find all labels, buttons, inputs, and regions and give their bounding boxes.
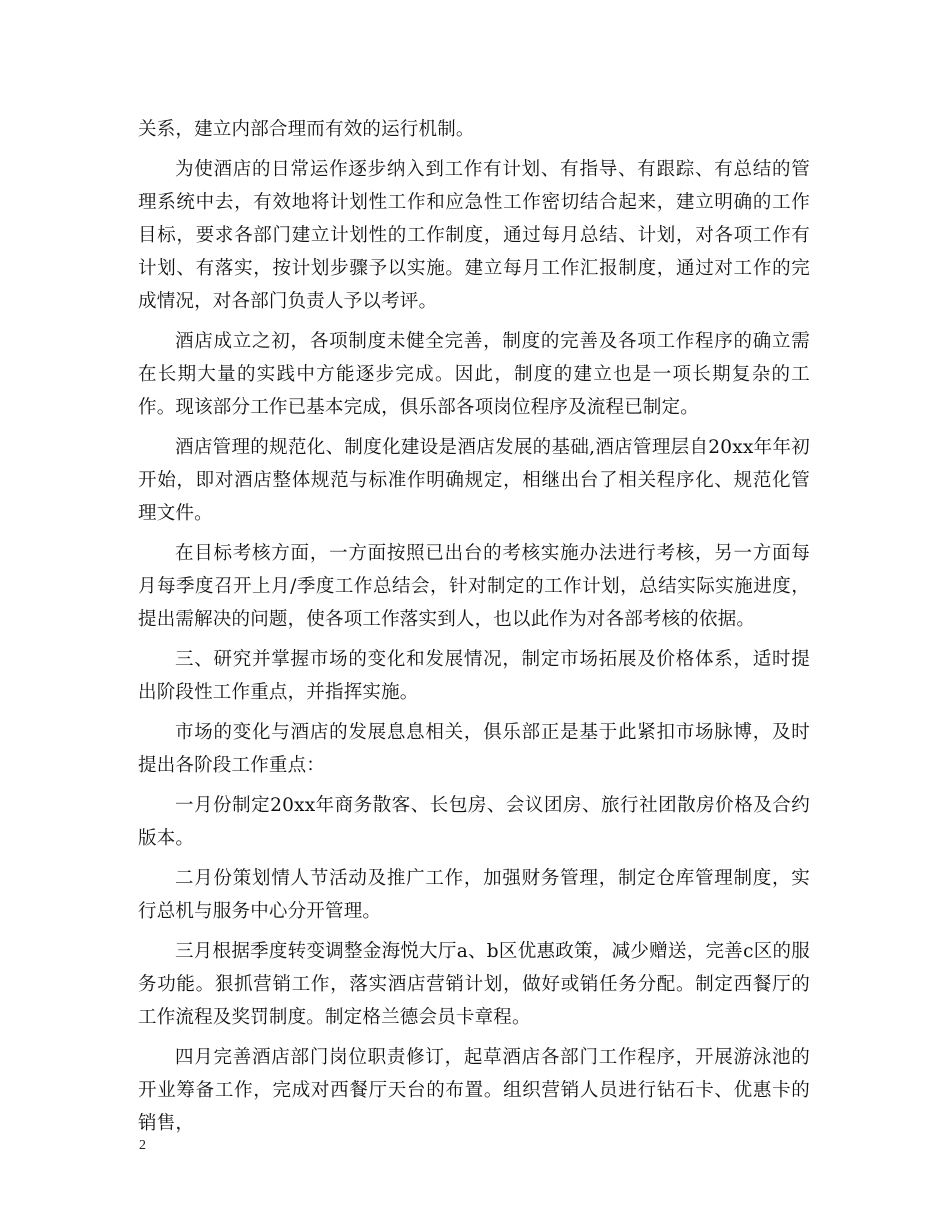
section-heading-paragraph: 三、研究并掌握市场的变化和发展情况，制定市场拓展及价格体系，适时提出阶段性工作重点，并指挥实施。 [138,649,810,703]
paragraph: 酒店管理的规范化、制度化建设是酒店发展的基础,酒店管理层自20xx年年初开始，即对酒店整体规范与标准作明确规定，相继出台了相关程序化、规范化管理文件。 [138,437,810,524]
body-text [138,113,810,1147]
paragraph: 一月份制定20xx年商务散客、长包房、会议团房、旅行社团散房价格及合约版本。 [138,795,810,849]
paragraph: 二月份策划情人节活动及推广工作，加强财务管理，制定仓库管理制度，实行总机与服务中心分开管理。 [138,868,810,922]
paragraph: 四月完善酒店部门岗位职责修订，起草酒店各部门工作程序，开展游泳池的开业筹备工作，完成对西餐厅天台的布置。组织营销人员进行钻石卡、优惠卡的销售， [138,1047,810,1134]
paragraph: 酒店成立之初，各项制度未健全完善，制度的完善及各项工作程序的确立需在长期大量的实践中方能逐步完成。因此，制度的建立也是一项长期复杂的工作。现该部分工作已基本完成，俱乐部各项岗位程序及流程已制定。 [138,331,810,418]
paragraph: 三月根据季度转变调整金海悦大厅a、b区优惠政策，减少赠送，完善c区的服务功能。狠抓营销工作，落实酒店营销计划，做好或销任务分配。制定西餐厅的工作流程及奖罚制度。制定格兰德会员卡章程。 [138,941,810,1028]
page-number: 2 [139,1138,146,1153]
paragraph: 为使酒店的日常运作逐步纳入到工作有计划、有指导、有跟踪、有总结的管理系统中去，有效地将计划性工作和应急性工作密切结合起来，建立明确的工作目标，要求各部门建立计划性的工作制度，通过每月总结、计划，对各项工作有计划、有落实，按计划步骤予以实施。建立每月工作汇报制度，通过对工作的完成情况，对各部门负责人予以考评。 [138,159,810,312]
paragraph: 市场的变化与酒店的发展息息相关，俱乐部正是基于此紧扣市场脉博，及时提出各阶段工作重点： [138,722,810,776]
paragraph: 在目标考核方面，一方面按照已出台的考核实施办法进行考核，另一方面每月每季度召开上月/季度工作总结会，针对制定的工作计划，总结实际实施进度，提出需解决的问题，使各项工作落实到人，也以此作为对各部考核的依据。 [138,543,810,630]
paragraph: 关系，建立内部合理而有效的运行机制。 [138,119,475,140]
